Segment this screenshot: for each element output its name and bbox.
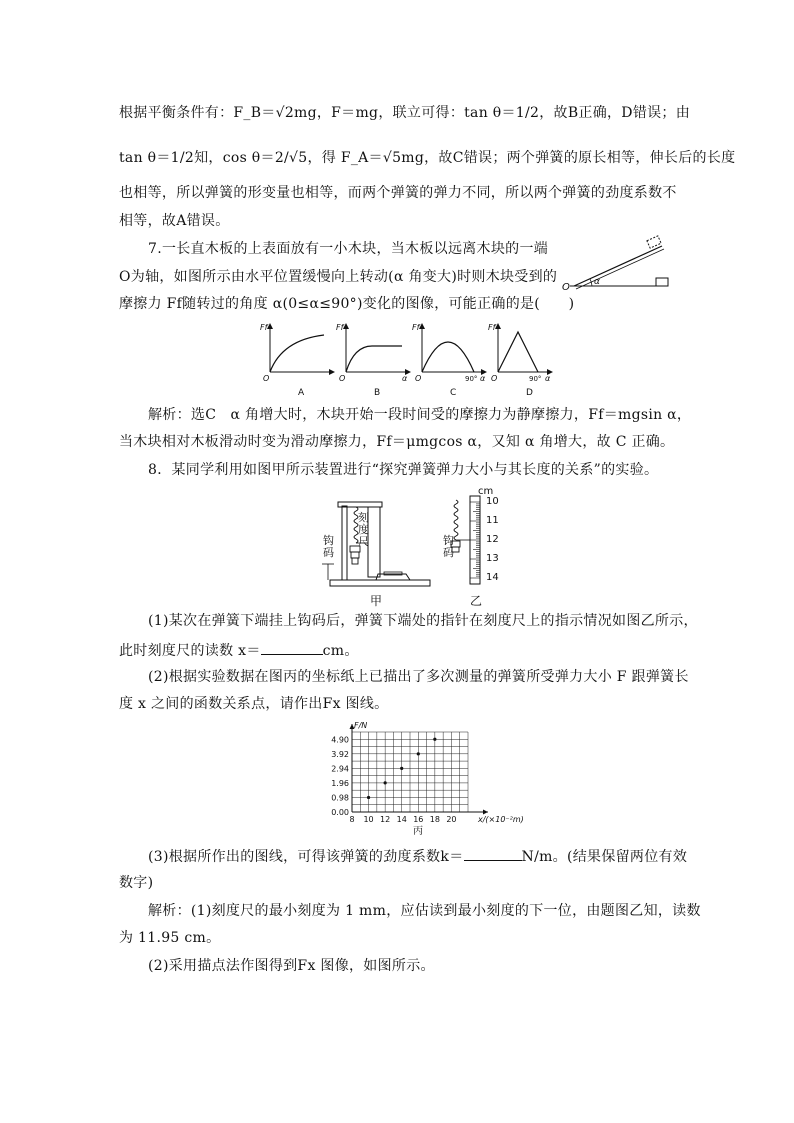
q8-title: 8．某同学利用如图甲所示装置进行“探究弹簧弹力大小与其长度的关系”的实验。 bbox=[148, 462, 659, 478]
yi-tick-13: 13 bbox=[486, 553, 499, 564]
stand-pole bbox=[342, 506, 347, 580]
y-tick-label: 4.90 bbox=[331, 735, 349, 745]
tilted-board bbox=[574, 246, 662, 286]
figure-yi-caption: 乙 bbox=[470, 594, 483, 608]
q8-part1-suffix: cm。 bbox=[322, 643, 359, 659]
q8-part1-line1: (1)某次在弹簧下端挂上钩码后，弹簧下端处的指针在刻度尺上的指示情况如图乙所示， bbox=[148, 613, 698, 629]
board-end-block bbox=[656, 278, 668, 286]
hanging-weights bbox=[352, 558, 358, 564]
option-b-origin: O bbox=[339, 374, 346, 383]
yi-weights-label: 钩码 bbox=[443, 534, 454, 559]
incline-alpha-label: α bbox=[594, 277, 600, 287]
ruler-label: 刻度尺 bbox=[358, 511, 369, 548]
option-b-letter: B bbox=[374, 388, 381, 398]
q8-part2-line1: (2)根据实验数据在图丙的坐标纸上已描出了多次测量的弹簧所受弹力大小 F 跟弹簧长 bbox=[148, 669, 689, 685]
option-d-curve bbox=[498, 332, 538, 372]
solution6-line4: 相等，故A错误。 bbox=[119, 213, 230, 229]
data-point bbox=[400, 767, 403, 770]
q8-part3-line2: 数字) bbox=[119, 875, 154, 891]
option-graph-d bbox=[488, 323, 552, 398]
figure-bing-chart bbox=[310, 718, 524, 838]
x-tick-label: 10 bbox=[363, 815, 374, 824]
solution6-line3: 也相等，所以弹簧的形变量也相等，而两个弹簧的弹力不同，所以两个弹簧的劲度系数不 bbox=[119, 185, 677, 201]
data-point bbox=[384, 781, 387, 784]
data-point bbox=[417, 752, 420, 755]
q8-part3-prefix: (3)根据所作出的图线，可得该弹簧的劲度系数k＝ bbox=[148, 849, 464, 865]
option-b-y-label: Ff bbox=[336, 323, 344, 332]
stiffness-answer-blank[interactable] bbox=[464, 846, 522, 861]
option-a-y-label: Ff bbox=[260, 323, 268, 332]
option-graph-a bbox=[260, 323, 334, 398]
solution6-line1: 根据平衡条件有：F_B＝√2mg，F＝mg，联立可得：tan θ＝1/2，故B正确，D错误；由 bbox=[119, 105, 691, 121]
y-tick-label: 3.92 bbox=[331, 749, 349, 759]
x-tick-label: 20 bbox=[446, 815, 457, 824]
q7-line3: 摩擦力 Ff随转过的角度 α(0≤α≤90°)变化的图像，可能正确的是( ) bbox=[119, 296, 575, 312]
figure-jia-apparatus bbox=[318, 494, 438, 602]
x-tick-label: 18 bbox=[429, 815, 440, 824]
option-d-x-label: α bbox=[545, 374, 551, 383]
solution6-line2: tan θ＝1/2知，cos θ＝2/√5，得 F_A＝√5mg，故C错误；两个弹簧的原长相等，伸长后的长度 bbox=[119, 150, 736, 166]
x-tick-label: 14 bbox=[396, 815, 407, 824]
yi-unit-label: cm bbox=[478, 486, 494, 497]
q7-option-graphs bbox=[258, 318, 558, 402]
q7-analysis-line2: 当木块相对木板滑动时变为滑动摩擦力，Ff＝μmgcos α，又知 α 角增大，故 C 正确。 bbox=[119, 434, 675, 450]
data-point bbox=[433, 738, 436, 741]
q8-analysis-line3: (2)采用描点法作图得到Fx 图像，如图所示。 bbox=[148, 958, 435, 974]
x-tick-label: 12 bbox=[380, 815, 391, 824]
option-a-letter: A bbox=[298, 388, 305, 398]
yi-tick-14: 14 bbox=[486, 572, 499, 583]
jia-weights-label: 钩码 bbox=[323, 534, 334, 559]
option-d-letter: D bbox=[526, 388, 533, 398]
x-tick-label: 8 bbox=[349, 815, 355, 824]
q7-line1: 7.一长直木板的上表面放有一小木块，当木板以远离木块的一端 bbox=[148, 241, 549, 257]
option-d-y-label: Ff bbox=[488, 323, 496, 332]
x-axis-label: x/(×10⁻²m) bbox=[478, 815, 524, 824]
q7-analysis-line1: 解析：选C α 角增大时，木块开始一段时间受的摩擦力为静摩擦力，Ff＝mgsin α， bbox=[148, 407, 692, 423]
option-c-x-label: α bbox=[480, 374, 486, 383]
q7-line2: O为轴，如图所示由水平位置缓慢向上转动(α 角变大)时则木块受到的 bbox=[119, 269, 558, 285]
tilted-board-underside bbox=[576, 249, 664, 289]
x-axis-arrow bbox=[483, 810, 488, 815]
option-c-y-label: Ff bbox=[412, 323, 420, 332]
option-b-curve bbox=[346, 346, 402, 372]
x-tick-label: 16 bbox=[413, 815, 424, 824]
option-graph-b bbox=[336, 323, 410, 398]
option-c-letter: C bbox=[450, 388, 457, 398]
small-block bbox=[647, 236, 661, 248]
option-a-origin: O bbox=[263, 374, 270, 383]
q8-part2-line2: 度 x 之间的函数关系点，请作出Fx 图线。 bbox=[119, 696, 389, 712]
option-d-origin: O bbox=[491, 374, 498, 383]
reading-answer-blank[interactable] bbox=[261, 640, 323, 655]
chart-caption: 丙 bbox=[413, 826, 423, 837]
option-a-curve bbox=[270, 335, 324, 372]
figure-jia-caption: 甲 bbox=[370, 594, 383, 608]
q8-analysis-line1: 解析：(1)刻度尺的最小刻度为 1 mm，应估读到最小刻度的下一位，由题图乙知，读数 bbox=[148, 903, 701, 919]
y-tick-label: 2.94 bbox=[331, 764, 349, 774]
yi-tick-10: 10 bbox=[486, 496, 499, 507]
option-d-tick: 90° bbox=[529, 375, 542, 383]
option-b-x-label: α bbox=[402, 374, 408, 383]
y-axis-label: F/N bbox=[354, 721, 368, 730]
yi-tick-12: 12 bbox=[486, 534, 499, 545]
incline-board-diagram bbox=[562, 232, 682, 296]
data-point bbox=[367, 796, 370, 799]
incline-origin-label: O bbox=[562, 282, 570, 293]
y-tick-label: 0.98 bbox=[331, 793, 349, 803]
y-tick-label: 1.96 bbox=[331, 778, 349, 788]
option-c-origin: O bbox=[415, 374, 422, 383]
option-graph-c bbox=[412, 323, 486, 398]
q8-part1-line2 bbox=[119, 640, 359, 660]
option-c-curve bbox=[422, 342, 474, 372]
q8-part1-prefix: 此时刻度尺的读数 x＝ bbox=[119, 643, 261, 659]
yi-tick-11: 11 bbox=[486, 515, 499, 526]
q8-part3-suffix: N/m。(结果保留两位有效 bbox=[521, 849, 688, 865]
y-tick-label: 0.00 bbox=[331, 808, 349, 817]
stand-base bbox=[330, 580, 430, 586]
q8-analysis-line2: 为 11.95 cm。 bbox=[119, 930, 221, 946]
q8-part3-line1 bbox=[148, 846, 687, 866]
option-c-tick: 90° bbox=[465, 375, 478, 383]
yi-spring bbox=[454, 500, 458, 540]
